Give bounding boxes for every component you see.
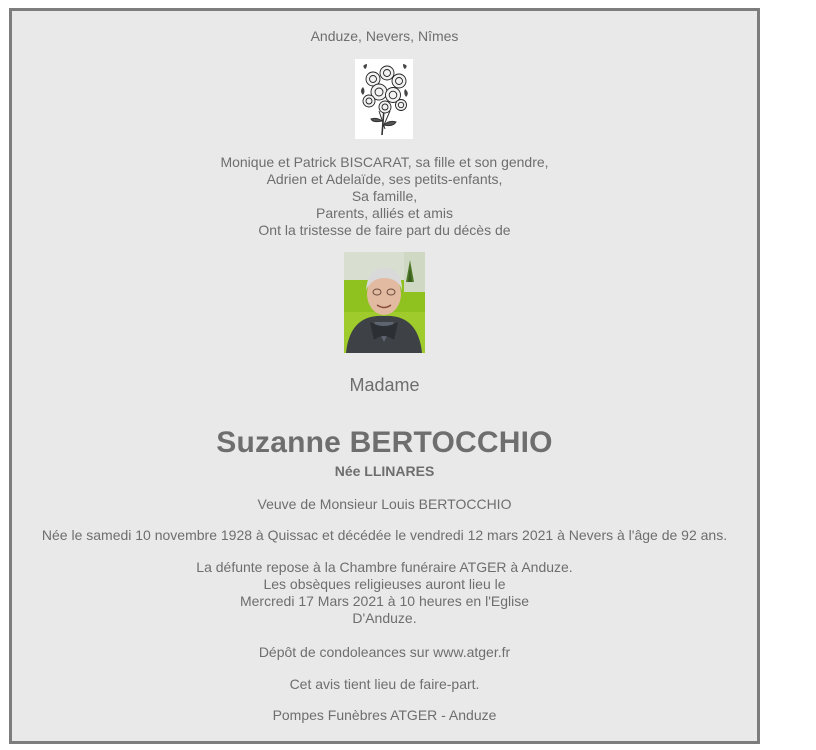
notice-note: Cet avis tient lieu de faire-part. <box>289 676 480 692</box>
deceased-title: Madame <box>349 375 420 395</box>
family-line: Monique et Patrick BISCARAT, sa fille et son gendre, <box>220 154 549 170</box>
birth-death-details: Née le samedi 10 novembre 1928 à Quissac et décédée le vendredi 12 mars 2021 à Nevers à l'âge de 92 ans. <box>41 527 728 543</box>
portrait-photo <box>344 252 425 353</box>
family-line: Adrien et Adelaïde, ses petits-enfants, <box>266 171 503 187</box>
obituary-notice <box>9 8 760 744</box>
family-line: Sa famille, <box>351 188 418 204</box>
funeral-line: D'Anduze. <box>352 610 417 626</box>
condolences-line: Dépôt de condoleances sur www.atger.fr <box>258 644 511 660</box>
widow-of: Veuve de Monsieur Louis BERTOCCHIO <box>257 496 512 512</box>
family-line: Parents, alliés et amis <box>316 205 453 221</box>
maiden-name: Née LLINARES <box>334 463 435 479</box>
family-line: Ont la tristesse de faire part du décès de <box>258 222 511 238</box>
funeral-line: La défunte repose à la Chambre funéraire ATGER à Anduze. <box>196 559 573 575</box>
rose-bouquet-icon <box>355 59 413 139</box>
funeral-home: Pompes Funèbres ATGER - Anduze <box>272 707 497 723</box>
deceased-name: Suzanne BERTOCCHIO <box>216 426 553 459</box>
funeral-line: Mercredi 17 Mars 2021 à 10 heures en l'Eglise <box>239 593 530 609</box>
funeral-line: Les obsèques religieuses auront lieu le <box>263 576 506 592</box>
places-header: Anduze, Nevers, Nîmes <box>310 28 459 44</box>
